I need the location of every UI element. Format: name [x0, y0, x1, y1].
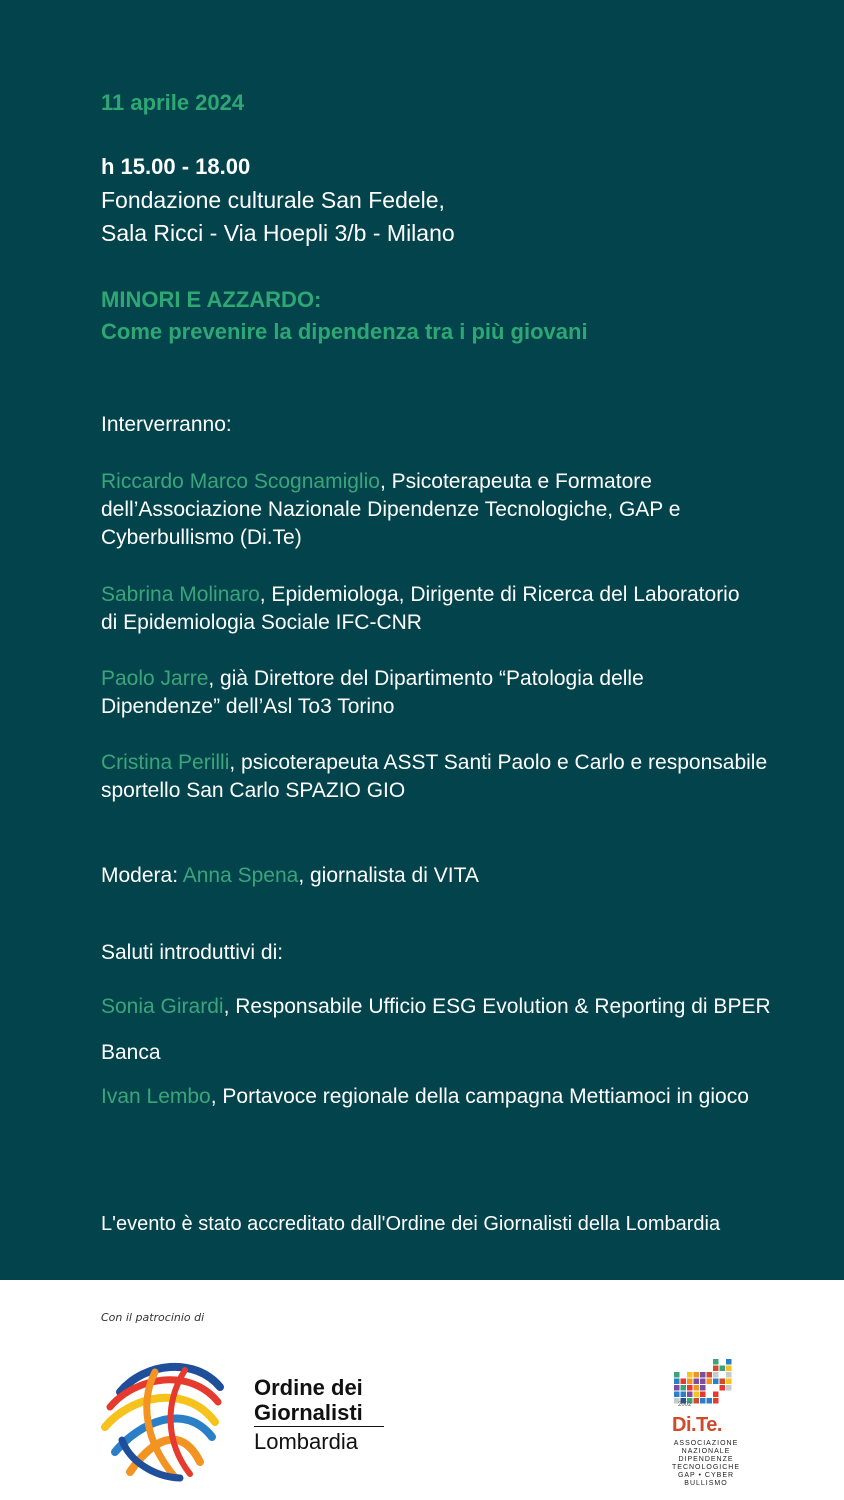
dite-sub-line: ASSOCIAZIONE — [673, 1440, 739, 1447]
mosaic-tile — [700, 1372, 706, 1378]
mosaic-tile — [681, 1385, 687, 1391]
mosaic-tile — [700, 1385, 706, 1391]
mosaic-tile — [687, 1392, 693, 1398]
event-title: MINORI E AZZARDO: — [101, 287, 322, 312]
mosaic-tile — [713, 1366, 719, 1372]
ogl-line-3: Lombardia — [254, 1429, 358, 1454]
dite-sub-line: NAZIONALE — [681, 1448, 731, 1455]
mosaic-tile — [700, 1379, 706, 1385]
mosaic-tile — [694, 1392, 700, 1398]
dite-subtitle — [672, 1440, 740, 1488]
event-date: 11 aprile 2024 — [101, 90, 245, 115]
mosaic-tile — [694, 1398, 700, 1404]
mosaic-tile — [700, 1392, 706, 1398]
ogl-line-1: Ordine dei — [254, 1375, 363, 1400]
mosaic-tile — [720, 1385, 726, 1391]
mosaic-tile — [700, 1398, 706, 1404]
mosaic-tile — [707, 1379, 713, 1385]
moderator-name: Anna Spena — [182, 864, 299, 887]
speaker-name: Paolo Jarre — [101, 667, 209, 690]
mosaic-tile — [726, 1366, 732, 1372]
dite-year: 2002 — [678, 1402, 692, 1408]
dite-sub-line: BULLISMO — [684, 1480, 728, 1487]
mosaic-tile — [681, 1392, 687, 1398]
speaker-2 — [101, 581, 740, 609]
ogl-divider — [254, 1426, 384, 1427]
speaker-name: Riccardo Marco Scognamiglio — [101, 470, 380, 493]
event-venue-line2: Sala Ricci - Via Hoepli 3/b - Milano — [101, 220, 455, 246]
greetings-label: Saluti introduttivi di: — [101, 941, 284, 964]
moderator-role: , giornalista di VITA — [298, 864, 479, 887]
ogl-line-2: Giornalisti — [254, 1400, 363, 1425]
mosaic-tile — [694, 1372, 700, 1378]
mosaic-tile — [687, 1385, 693, 1391]
speaker-4-role-line2: sportello San Carlo SPAZIO GIO — [101, 779, 406, 802]
mosaic-tile — [726, 1379, 732, 1385]
mosaic-tile — [720, 1366, 726, 1372]
speaker-role: , psicoterapeuta ASST Santi Paolo e Carlo e responsabile — [229, 751, 768, 774]
ogl-wordmark — [254, 1375, 394, 1454]
speakers-label: Interverranno: — [101, 413, 232, 436]
speaker-1-role-line2: dell’Associazione Nazionale Dipendenze Tecnologiche, GAP e — [101, 498, 681, 521]
greeting-1 — [101, 993, 771, 1021]
speaker-1-role-line3: Cyberbullismo (Di.Te) — [101, 526, 302, 549]
mosaic-tile — [707, 1372, 713, 1378]
ogl-globe-logo — [100, 1352, 232, 1482]
speaker-role: , Epidemiologa, Dirigente di Ricerca del Laboratorio — [259, 583, 740, 606]
speaker-role: , Psicoterapeuta e Formatore — [379, 470, 652, 493]
speaker-3-role-line2: Dipendenze” dell’Asl To3 Torino — [101, 695, 395, 718]
greeting-role: , Portavoce regionale della campagna Mettiamoci in gioco — [210, 1085, 749, 1108]
speaker-role: , già Direttore del Dipartimento “Patologia delle — [208, 667, 644, 690]
greeting-1-role-line2: Banca — [101, 1041, 161, 1064]
moderator-prefix: Modera: — [101, 864, 183, 887]
mosaic-tile — [674, 1385, 680, 1391]
mosaic-tile — [713, 1379, 719, 1385]
mosaic-tile — [674, 1379, 680, 1385]
mosaic-tile — [687, 1372, 693, 1378]
patronage-label: Con il patrocinio di — [101, 1311, 205, 1324]
dite-sub-line: TECNOLOGICHE — [672, 1464, 741, 1471]
greeting-role: , Responsabile Ufficio ESG Evolution & Reporting di BPER — [223, 995, 771, 1018]
mosaic-tile — [687, 1379, 693, 1385]
mosaic-tile — [726, 1385, 732, 1391]
speaker-1 — [101, 468, 652, 496]
speaker-name: Sabrina Molinaro — [101, 583, 260, 606]
mosaic-tile — [674, 1392, 680, 1398]
speaker-name: Cristina Perilli — [101, 751, 230, 774]
speaker-2-role-line2: di Epidemiologia Sociale IFC-CNR — [101, 611, 422, 634]
event-venue-line1: Fondazione culturale San Fedele, — [101, 187, 445, 213]
accreditation-note: L'evento è stato accreditato dall'Ordine dei Giornalisti della Lombardia — [101, 1213, 721, 1235]
mosaic-tile — [713, 1359, 719, 1365]
dite-brand: Di.Te. — [672, 1414, 722, 1436]
mosaic-tile — [694, 1385, 700, 1391]
mosaic-tile — [726, 1359, 732, 1365]
speaker-3 — [101, 665, 644, 693]
greeting-2 — [101, 1083, 749, 1111]
mosaic-tile — [713, 1398, 719, 1404]
dite-sub-line: GAP • CYBER — [677, 1472, 735, 1479]
mosaic-tile — [694, 1379, 700, 1385]
mosaic-tile — [713, 1372, 719, 1378]
mosaic-tile — [681, 1379, 687, 1385]
greeting-name: Sonia Girardi — [101, 995, 224, 1018]
mosaic-tile — [674, 1372, 680, 1378]
mosaic-tile — [726, 1372, 732, 1378]
speaker-4 — [101, 749, 767, 777]
mosaic-tile — [707, 1398, 713, 1404]
dite-sub-line: DIPENDENZE — [678, 1456, 734, 1463]
moderator — [101, 862, 479, 890]
mosaic-tile — [720, 1379, 726, 1385]
event-time: h 15.00 - 18.00 — [101, 154, 251, 179]
mosaic-tile — [713, 1392, 719, 1398]
greeting-name: Ivan Lembo — [101, 1085, 211, 1108]
event-subtitle: Come prevenire la dipendenza tra i più giovani — [101, 319, 588, 344]
